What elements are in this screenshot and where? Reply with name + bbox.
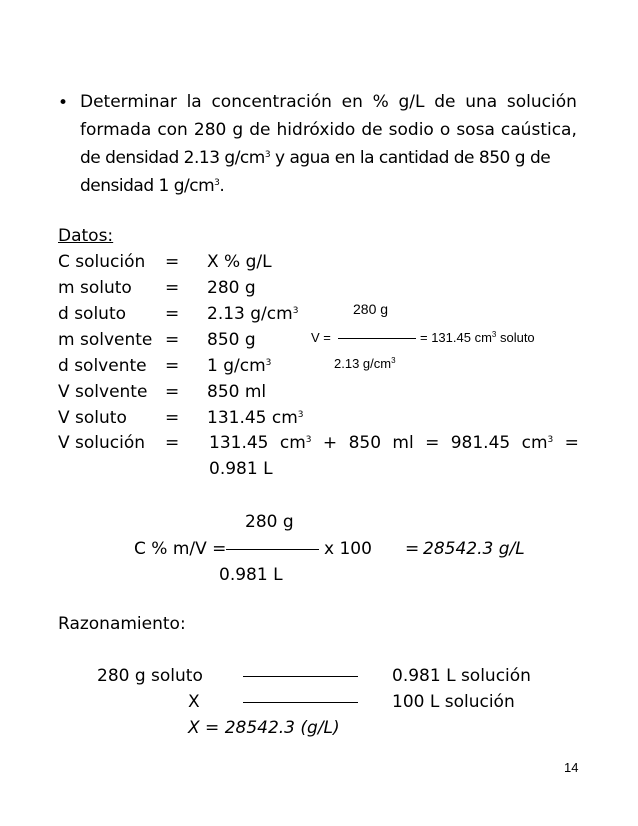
razonamiento-row2-right: 100 L solución [392,692,515,712]
value-text: 131.45 cm [207,408,298,428]
word: solución [506,92,577,112]
datos-eq: = [165,382,180,402]
razonamiento-row1-left: 280 g soluto [97,666,203,686]
vformula-lhs: V = [311,330,331,345]
word: con [157,120,188,140]
value-text: 850 g [207,330,256,350]
word: g/L [398,92,425,112]
value-text: X % g/L [207,252,272,272]
problem-line-3 [80,148,550,168]
cformula-equals: = [405,539,420,559]
word: de [361,120,383,140]
value-text: 280 g [207,278,256,298]
superscript: 3 [305,435,312,445]
cformula-lhs: C % m/V = [134,539,227,559]
unit-text: cm [521,433,548,453]
razonamiento-row2-left: X [188,692,200,712]
datos-value [207,356,271,376]
vsolucion-line-2: 0.981 L [209,459,273,479]
superscript: 3 [491,330,497,339]
datos-value [207,382,266,402]
superscript: 3 [264,150,271,160]
word: Determinar [80,92,177,112]
rhs-text: = 131.45 cm [420,330,492,345]
superscript: 3 [547,435,554,445]
cformula-fraction-bar [226,549,319,550]
unit-text: cm [279,433,306,453]
word: concentración [211,92,332,112]
denominator-text: 2.13 g/cm [334,356,392,371]
word: % [372,92,389,112]
vsolucion-expression [209,433,579,453]
superscript: 3 [292,306,299,316]
word: g [232,120,244,140]
text: densidad 1 g/cm [80,176,215,196]
word: hidróxido [276,120,356,140]
word: una [465,92,498,112]
word: 280 [193,120,227,140]
vformula-rhs [420,330,535,346]
problem-line-1 [80,92,577,112]
datos-label: d solvente [58,356,147,376]
cformula-denominator: 0.981 L [219,565,283,585]
term [280,433,312,453]
datos-label: C solución [58,252,146,272]
datos-label: m soluto [58,278,132,298]
word: o [439,120,451,140]
value-text: 2.13 g/cm [207,304,293,324]
problem-line-2 [80,120,577,140]
datos-value [207,278,256,298]
page-number: 14 [564,760,579,775]
razonamiento-heading: Razonamiento: [58,614,186,634]
superscript: 3 [391,356,396,365]
datos-label: V solvente [58,382,148,402]
word: formada [80,120,152,140]
term: = [564,433,579,453]
datos-label: m solvente [58,330,153,350]
value-text: 850 ml [207,382,267,402]
datos-value [207,408,304,428]
vformula-fraction-bar [338,338,416,339]
datos-label: V soluto [58,408,127,428]
cformula-numerator: 280 g [245,512,294,532]
razonamiento-row1-line [243,676,358,677]
word: la [186,92,202,112]
word: en [341,92,363,112]
datos-value [207,330,256,350]
text: de densidad 2.13 g/cm [80,148,265,168]
datos-value [207,252,272,272]
value-text: 1 g/cm [207,356,266,376]
term: ml [392,433,414,453]
term: = [425,433,440,453]
term: 850 [348,433,382,453]
term [522,433,554,453]
datos-label: V solución [58,433,146,453]
razonamiento-row2-line [243,702,358,703]
text: y agua en la cantidad de 850 g de [270,148,551,168]
problem-line-4 [80,176,224,196]
datos-eq: = [165,252,180,272]
datos-eq: = [165,278,180,298]
text: . [219,176,225,196]
superscript: 3 [265,358,272,368]
word: de [434,92,456,112]
vformula-denominator [334,356,396,372]
datos-eq: = [165,408,180,428]
datos-eq: = [165,330,180,350]
razonamiento-row1-right: 0.981 L solución [392,666,531,686]
cformula-result: 28542.3 g/L [423,539,525,559]
superscript: 3 [214,178,220,188]
term: 131.45 [209,433,269,453]
term: 981.45 [450,433,511,453]
datos-eq: = [165,433,180,453]
datos-value [207,304,298,324]
rhs-tail: soluto [496,330,535,345]
word: de [249,120,271,140]
datos-label: d soluto [58,304,127,324]
superscript: 3 [297,410,304,420]
razonamiento-result: X = 28542.3 (g/L) [188,718,340,738]
word: sodio [388,120,434,140]
datos-eq: = [165,304,180,324]
vformula-numerator: 280 g [353,301,389,317]
datos-heading: Datos: [58,226,114,246]
word: caústica, [500,120,577,140]
cformula-times: x 100 [324,539,372,559]
datos-eq: = [165,356,180,376]
word: sosa [456,120,495,140]
term: + [322,433,338,453]
bullet: • [58,93,69,113]
